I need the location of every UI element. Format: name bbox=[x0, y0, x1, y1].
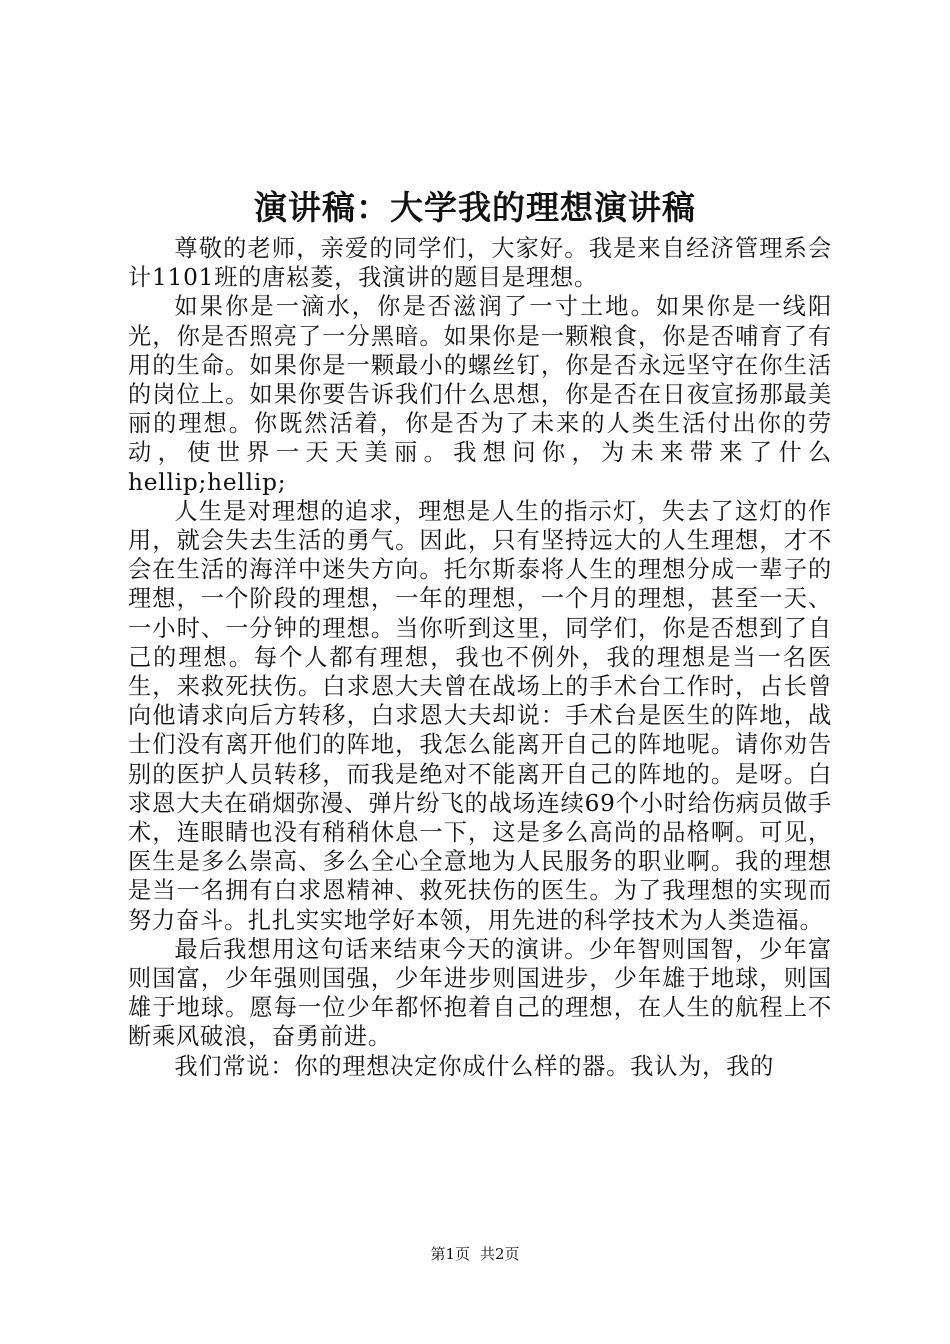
document-body bbox=[128, 234, 832, 1081]
paragraph-conclusion: 最后我想用这句话来结束今天的演讲。少年智则国智，少年富则国富，少年强则国强，少年进步则国进步，少年雄于地球，则国雄于地球。愿每一位少年都怀抱着自己的理想，在人生的航程上不断乘风破浪，奋勇前进。 bbox=[128, 935, 832, 1051]
paragraph-greeting: 尊敬的老师，亲爱的同学们，大家好。我是来自经济管理系会计1101班的唐崧菱，我演讲的题目是理想。 bbox=[128, 235, 832, 292]
paragraph-continued: 我们常说：你的理想决定你成什么样的器。我认为，我的 bbox=[174, 1052, 775, 1080]
page-total: 共2页 bbox=[480, 1245, 520, 1263]
page-number: 第1页 bbox=[430, 1245, 470, 1263]
page-title: 演讲稿：大学我的理想演讲稿 bbox=[254, 188, 696, 227]
paragraph-ideal-doctor: 人生是对理想的追求，理想是人生的指示灯，失去了这灯的作用，就会失去生活的勇气。因此，只有坚持远大的人生理想，才不会在生活的海洋中迷失方向。托尔斯泰将人生的理想分成一辈子的理想，一个阶段的理想，一年的理想，一个月的理想，甚至一天、一小时、一分钟的理想。当你听到这里，同学们，你是否想到了自己的理想。每个人都有理想，我也不例外，我的理想是当一名医生，来救死扶伤。白求恩大夫曾在战场上的手术台工作时，占长曾向他请求向后方转移，白求恩大夫却说：手术台是医生的阵地，战士们没有离开他们的阵地，我怎么能离开自己的阵地呢。请你劝告别的医护人员转移，而我是绝对不能离开自己的阵地的。是呀。白求恩大夫在硝烟弥漫、弹片纷飞的战场连续69个小时给伤病员做手术，连眼睛也没有稍稍休息一下，这是多么高尚的品格啊。可见，医生是多么崇高、多么全心全意地为人民服务的职业啊。我的理想是当一名拥有白求恩精神、救死扶伤的医生。为了我理想的实现而努力奋斗。扎扎实实地学好本领，用先进的科学技术为人类造福。 bbox=[128, 497, 832, 934]
paragraph-metaphors: 如果你是一滴水，你是否滋润了一寸土地。如果你是一线阳光，你是否照亮了一分黑暗。如果你是一颗粮食，你是否哺育了有用的生命。如果你是一颗最小的螺丝钉，你是否永远坚守在你生活的岗位上。如果你要告诉我们什么思想，你是否在日夜宣扬那最美丽的理想。你既然活着，你是否为了未来的人类生活付出你的劳动，使世界一天天美丽。我想问你，为未来带来了什么hellip;hellip; bbox=[128, 293, 832, 496]
page-footer bbox=[0, 1243, 950, 1265]
